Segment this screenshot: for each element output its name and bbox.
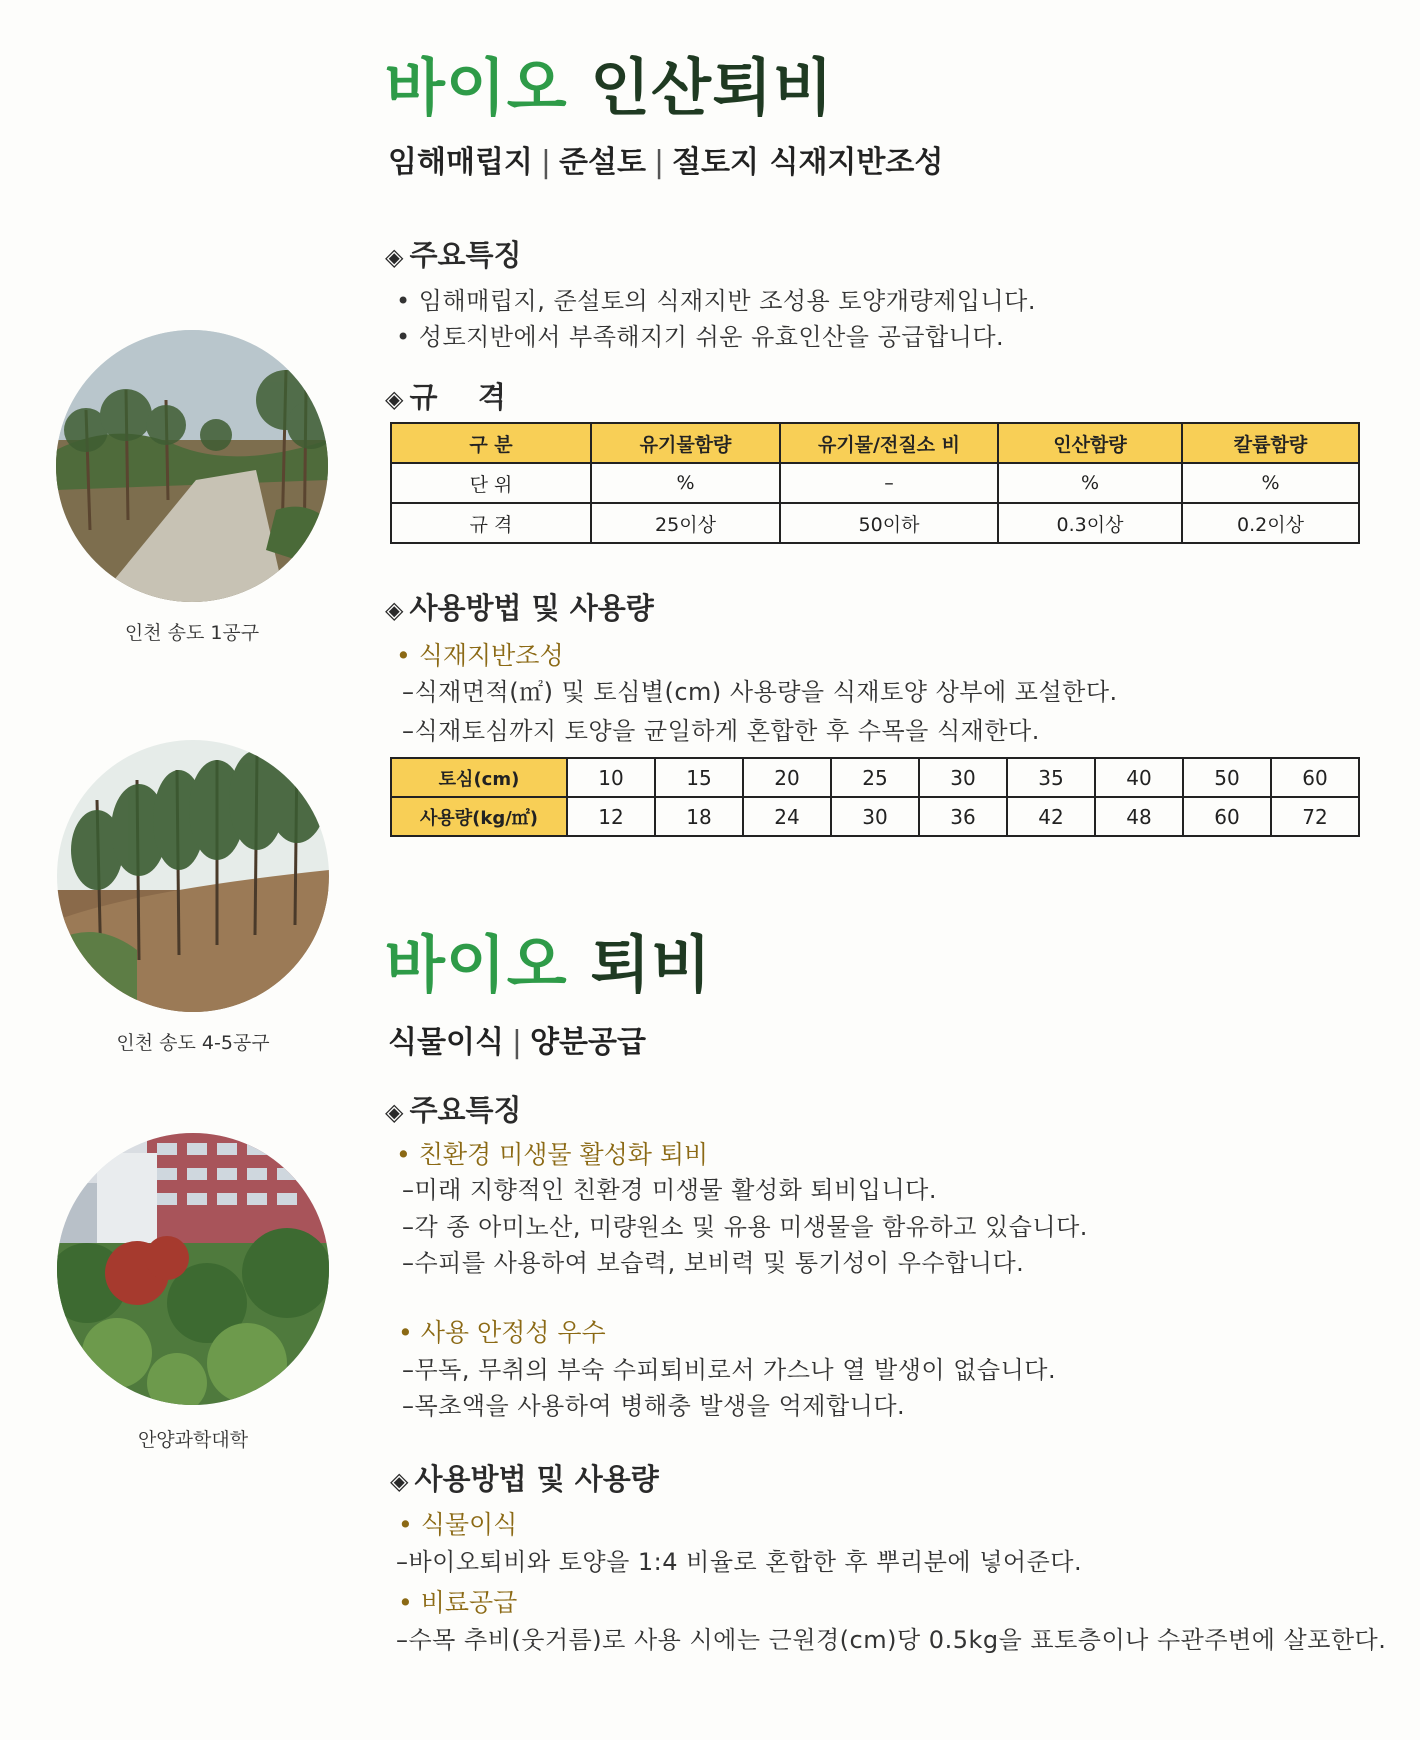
spec-cell: % xyxy=(1182,463,1359,503)
dose-cell: 30 xyxy=(831,797,919,836)
product1-title-prefix: 바이오 xyxy=(385,51,568,124)
heading-text: 규 격 xyxy=(409,380,506,414)
usage-line: –바이오퇴비와 토양을 1:4 비율로 혼합한 후 뿌리분에 넣어준다. xyxy=(396,1548,1083,1576)
feature-subheading: • 친환경 미생물 활성화 퇴비 xyxy=(396,1140,709,1169)
spec-header-cell: 구 분 xyxy=(391,423,591,463)
product1-features-heading xyxy=(385,233,522,274)
subtitle-part: 임해매립지 xyxy=(388,145,533,180)
dose-cell: 48 xyxy=(1095,797,1183,836)
photo-anyang-college-image xyxy=(57,1133,329,1405)
feature-line: –각 종 아미노산, 미량원소 및 유용 미생물을 함유하고 있습니다. xyxy=(402,1213,1088,1241)
heading-text: 사용방법 및 사용량 xyxy=(414,1462,659,1496)
feature-line: –무독, 무취의 부숙 수피퇴비로서 가스나 열 발생이 없습니다. xyxy=(402,1356,1057,1384)
subtitle-separator: | xyxy=(511,1025,523,1060)
subtitle-separator: | xyxy=(653,145,665,180)
spec-cell: 25이상 xyxy=(591,503,780,543)
photo-songdo-1 xyxy=(56,330,328,602)
dose-cell: 10 xyxy=(567,758,655,797)
feature-line: –미래 지향적인 친환경 미생물 활성화 퇴비입니다. xyxy=(402,1176,937,1204)
subtitle-part: 준설토 xyxy=(559,145,646,180)
dose-cell: 40 xyxy=(1095,758,1183,797)
feature-line: –목초액을 사용하여 병해충 발생을 억제합니다. xyxy=(402,1392,906,1420)
photo-songdo-4-5 xyxy=(57,740,329,1012)
dose-depth-label: 토심(cm) xyxy=(391,758,567,797)
spec-header-cell: 유기물함량 xyxy=(591,423,780,463)
spec-cell: 단 위 xyxy=(391,463,591,503)
diamond-icon: ◈ xyxy=(390,1467,409,1495)
dose-table xyxy=(390,757,1360,837)
dose-cell: 60 xyxy=(1183,797,1271,836)
usage-line: –수목 추비(웃거름)로 사용 시에는 근원경(cm)당 0.5kg을 표토층이나 수관주변에 살포한다. xyxy=(396,1626,1387,1654)
photo-caption: 인천 송도 1공구 xyxy=(124,622,260,644)
product2-title-prefix: 바이오 xyxy=(385,928,568,1001)
spec-header-cell: 인산함량 xyxy=(998,423,1182,463)
dose-cell: 30 xyxy=(919,758,1007,797)
feature-line: • 성토지반에서 부족해지기 쉬운 유효인산을 공급합니다. xyxy=(396,323,1005,351)
photo-caption: 안양과학대학 xyxy=(137,1429,249,1451)
heading-text: 사용방법 및 사용량 xyxy=(409,591,654,625)
photo-caption: 인천 송도 4-5공구 xyxy=(116,1032,270,1054)
subtitle-part: 양분공급 xyxy=(530,1025,646,1060)
usage-subheading: • 식물이식 xyxy=(398,1510,518,1539)
spec-table-header-row xyxy=(391,423,1359,463)
spec-table-row xyxy=(391,503,1359,543)
photo-songdo-1-image xyxy=(56,330,328,602)
subtitle-part: 절토지 식재지반조성 xyxy=(672,145,944,180)
usage-subheading: • 비료공급 xyxy=(398,1588,518,1617)
usage-line: –식재면적(㎡) 및 토심별(cm) 사용량을 식재토양 상부에 포설한다. xyxy=(402,678,1118,706)
spec-table-row xyxy=(391,463,1359,503)
product1-spec-heading xyxy=(385,375,506,416)
dose-cell: 25 xyxy=(831,758,919,797)
diamond-icon: ◈ xyxy=(385,1098,404,1126)
heading-text: 주요특징 xyxy=(409,238,522,272)
dose-cell: 15 xyxy=(655,758,743,797)
dose-cell: 35 xyxy=(1007,758,1095,797)
feature-line: • 임해매립지, 준설토의 식재지반 조성용 토양개량제입니다. xyxy=(396,287,1036,315)
product1-usage-heading xyxy=(385,586,654,627)
spec-cell: % xyxy=(591,463,780,503)
dose-depth-row xyxy=(391,758,1359,797)
dose-cell: 24 xyxy=(743,797,831,836)
heading-text: 주요특징 xyxy=(409,1093,522,1127)
photo-anyang-college xyxy=(57,1133,329,1405)
dose-cell: 12 xyxy=(567,797,655,836)
subtitle-separator: | xyxy=(540,145,552,180)
spec-cell: 0.2이상 xyxy=(1182,503,1359,543)
spec-header-cell: 칼륨함량 xyxy=(1182,423,1359,463)
dose-cell: 18 xyxy=(655,797,743,836)
usage-subheading: • 식재지반조성 xyxy=(396,641,564,670)
product1-title xyxy=(385,38,834,127)
dose-cell: 72 xyxy=(1271,797,1359,836)
usage-line: –식재토심까지 토양을 균일하게 혼합한 후 수목을 식재한다. xyxy=(402,717,1040,745)
spec-cell: 0.3이상 xyxy=(998,503,1182,543)
dose-cell: 36 xyxy=(919,797,1007,836)
spec-cell: 50이하 xyxy=(780,503,998,543)
diamond-icon: ◈ xyxy=(385,243,404,271)
dose-cell: 60 xyxy=(1271,758,1359,797)
photo-songdo-4-5-image xyxy=(57,740,329,1012)
dose-amount-row xyxy=(391,797,1359,836)
spec-cell: 규 격 xyxy=(391,503,591,543)
product2-usage-heading xyxy=(390,1457,659,1498)
spec-header-cell: 유기물/전질소 비 xyxy=(780,423,998,463)
product2-features-heading xyxy=(385,1088,522,1129)
dose-cell: 50 xyxy=(1183,758,1271,797)
dose-amount-label: 사용량(kg/㎡) xyxy=(391,797,567,836)
spec-cell: – xyxy=(780,463,998,503)
dose-cell: 42 xyxy=(1007,797,1095,836)
subtitle-part: 식물이식 xyxy=(388,1025,504,1060)
feature-subheading: • 사용 안정성 우수 xyxy=(398,1318,606,1347)
feature-line: –수피를 사용하여 보습력, 보비력 및 통기성이 우수합니다. xyxy=(402,1249,1025,1277)
diamond-icon: ◈ xyxy=(385,385,404,413)
spec-cell: % xyxy=(998,463,1182,503)
dose-cell: 20 xyxy=(743,758,831,797)
product2-subtitle xyxy=(388,1017,646,1061)
product1-title-name: 인산퇴비 xyxy=(590,51,834,124)
product2-title xyxy=(385,915,712,1004)
product2-title-name: 퇴비 xyxy=(590,928,713,1001)
spec-table xyxy=(390,422,1360,544)
product1-subtitle xyxy=(388,137,943,181)
diamond-icon: ◈ xyxy=(385,596,404,624)
